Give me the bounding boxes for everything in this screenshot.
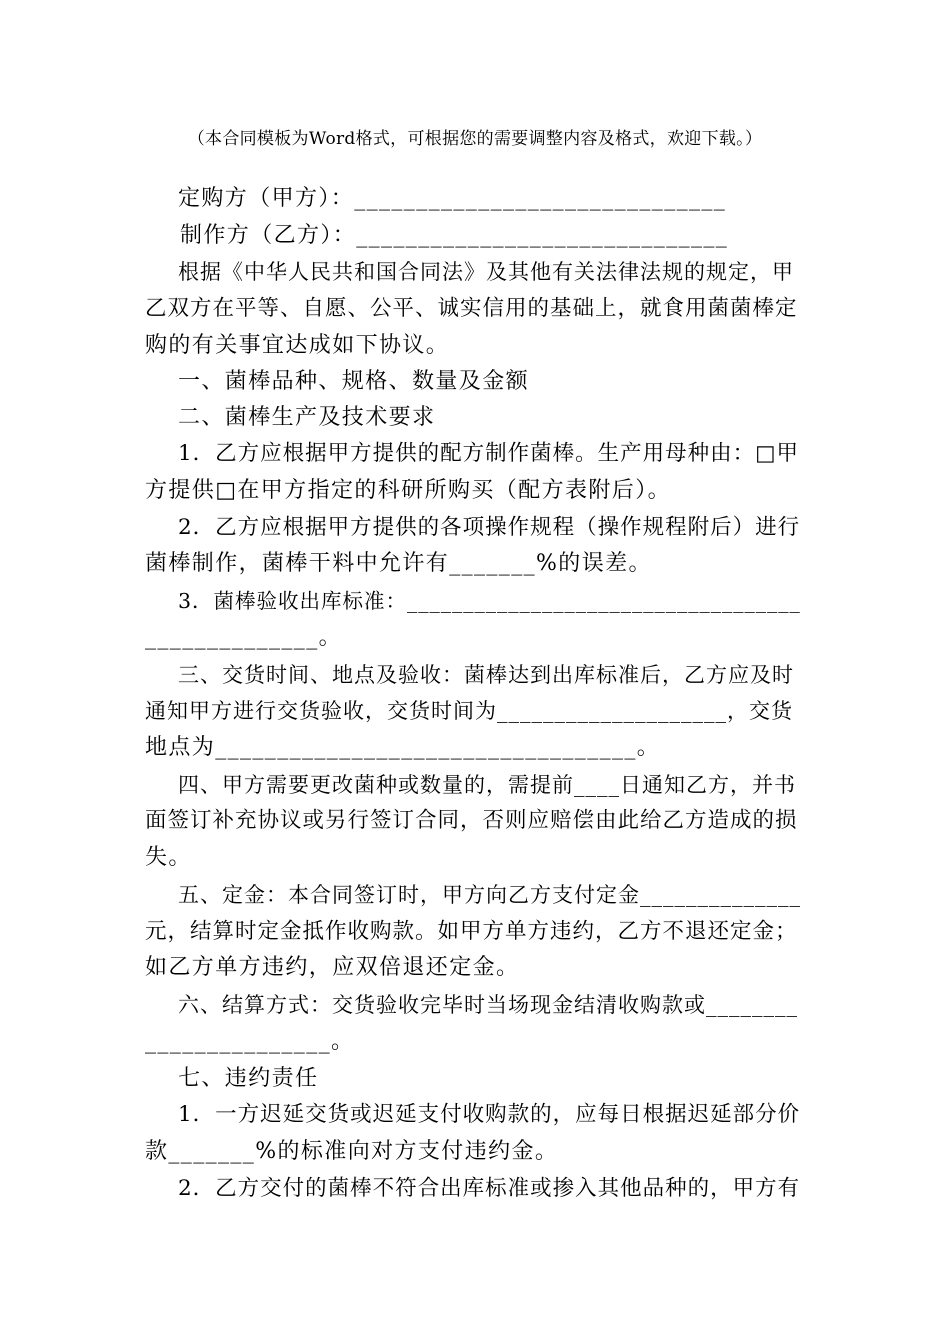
template-note: （本合同模板为Word格式，可根据您的需要调整内容及格式，欢迎下载。） (187, 129, 763, 149)
section-7-heading: 七、违约责任 (178, 1066, 319, 1091)
section-2-heading: 二、菌棒生产及技术要求 (178, 405, 436, 430)
clause-7-1-line-1: 1．一方迟延交货或迟延支付收购款的，应每日根据迟延部分价 (178, 1102, 801, 1127)
preamble-line-2: 乙双方在平等、自愿、公平、诚实信用的基础上，就食用菌菌棒定 (145, 296, 798, 321)
section-6-line-2: _______________。 (145, 1029, 355, 1054)
buyer-party-line: 定购方（甲方）：______________________________ (178, 186, 727, 211)
section-4-line-3: 失。 (145, 845, 192, 870)
clause-2-1-line-1: 1．乙方应根据甲方提供的配方制作菌棒。生产用母种由：□甲 (178, 441, 799, 466)
clause-7-2-line-1: 2．乙方交付的菌棒不符合出库标准或掺入其他品种的，甲方有 (178, 1176, 801, 1201)
section-4-line-1: 四、甲方需要更改菌种或数量的，需提前____日通知乙方，并书 (178, 773, 796, 797)
clause-2-3-line-2: ______________。 (145, 625, 342, 650)
section-1-heading: 一、菌棒品种、规格、数量及金额 (178, 369, 530, 394)
preamble-line-3: 购的有关事宜达成如下协议。 (145, 333, 450, 358)
clause-2-2-line-1: 2．乙方应根据甲方提供的各项操作规程（操作规程附后）进行 (178, 515, 801, 540)
clause-2-3-line-1: 3．菌棒验收出库标准：___________________________________ (178, 589, 801, 613)
section-3-line-1: 三、交货时间、地点及验收：菌棒达到出库标准后，乙方应及时 (178, 663, 794, 687)
clause-7-1-line-2: 款_______%的标准向对方支付违约金。 (145, 1139, 559, 1164)
section-5-line-1: 五、定金：本合同签订时，甲方向乙方支付定金______________ (178, 883, 801, 907)
clause-2-2-line-2: 菌棒制作，菌棒干料中允许有_______%的误差。 (145, 551, 652, 576)
clause-2-1-line-2: 方提供□在甲方指定的科研所购买（配方表附后）。 (145, 478, 671, 503)
section-4-line-2: 面签订补充协议或另行签订合同，否则应赔偿由此给乙方造成的损 (145, 808, 798, 833)
maker-party-line: 制作方（乙方）：______________________________ (180, 223, 729, 248)
section-3-line-3: 地点为__________________________________。 (145, 735, 661, 760)
preamble-line-1: 根据《中华人民共和国合同法》及其他有关法律法规的规定，甲 (178, 260, 794, 284)
section-5-line-3: 如乙方单方违约，应双倍退还定金。 (145, 955, 520, 980)
section-6-line-1: 六、结算方式：交货验收完毕时当场现金结清收购款或________ (178, 993, 798, 1017)
section-5-line-2: 元，结算时定金抵作收购款。如甲方单方违约，乙方不退还定金； (145, 919, 798, 944)
section-3-line-2: 通知甲方进行交货验收，交货时间为____________________，交货 (145, 699, 793, 723)
